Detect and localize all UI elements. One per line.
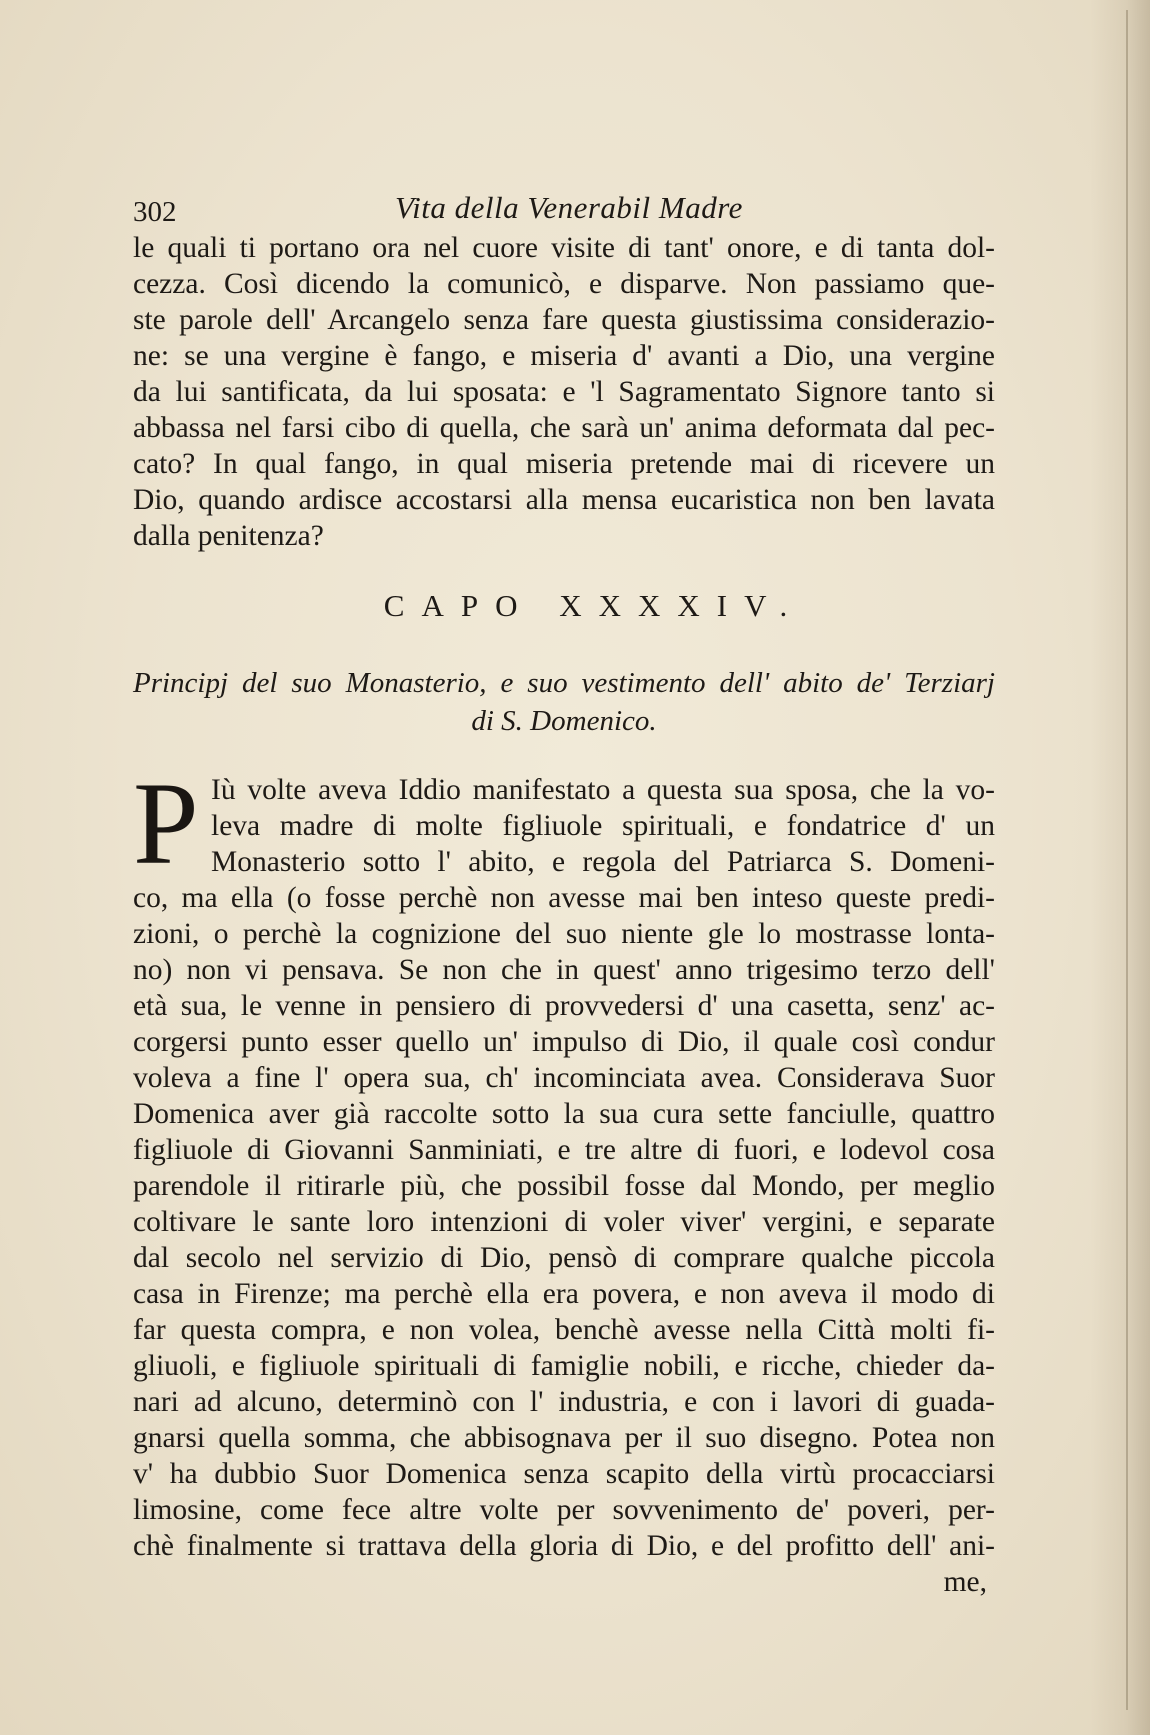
- text-line: leva madre di molte figliuole spirituali, e fondatrice d' un: [211, 810, 995, 842]
- text-line: cezza. Così dicendo la comunicò, e disparve. Non passiamo que-: [133, 268, 995, 300]
- text-line: parendole il ritirarle più, che possibil fosse dal Mondo, per meglio: [133, 1170, 995, 1202]
- page-edge-line: [1126, 10, 1128, 1710]
- chapter-title-line: di S. Domenico.: [471, 705, 657, 737]
- text-line: Domenica aver già raccolte sotto la sua cura sette fanciulle, quattro: [133, 1098, 995, 1130]
- text-line: cato? In qual fango, in qual miseria pretende mai di ricevere un: [133, 448, 995, 480]
- text-line: limosine, come fece altre volte per sovvenimento de' poveri, per-: [133, 1494, 995, 1526]
- text-line: ne: se una vergine è fango, e miseria d' avanti a Dio, una vergine: [133, 340, 995, 372]
- text-line: ste parole dell' Arcangelo senza fare questa giustissima considerazio-: [133, 304, 995, 336]
- text-line: far questa compra, e non volea, benchè avesse nella Città molti fi-: [133, 1314, 995, 1346]
- text-line: gliuoli, e figliuole spirituali di famiglie nobili, e ricche, chieder da-: [133, 1350, 995, 1382]
- page-edge-shadow: [1090, 0, 1150, 1735]
- text-line: voleva a fine l' opera sua, ch' incominciata avea. Considerava Suor: [133, 1062, 995, 1094]
- text-line: figliuole di Giovanni Sanminiati, e tre altre di fuori, e lodevol cosa: [133, 1134, 995, 1166]
- text-line: zioni, o perchè la cognizione del suo niente gle lo mostrasse lonta-: [133, 918, 995, 950]
- text-block: [133, 190, 995, 1600]
- text-line: coltivare le sante loro intenzioni di voler viver' vergini, e separate: [133, 1206, 995, 1238]
- text-line: v' ha dubbio Suor Domenica senza scapito della virtù procacciarsi: [133, 1458, 995, 1490]
- paragraph-2: [133, 758, 995, 1600]
- chapter-title: [133, 664, 995, 740]
- text-line: dal secolo nel servizio di Dio, pensò di comprare qualche piccola: [133, 1242, 995, 1274]
- text-line: co, ma ella (o fosse perchè non avesse mai ben inteso queste predi-: [133, 882, 995, 914]
- text-line: età sua, le venne in pensiero di provvedersi d' una casetta, senz' ac-: [133, 990, 995, 1022]
- text-line: nari ad alcuno, determinò con l' industria, e con i lavori di guada-: [133, 1386, 995, 1418]
- chapter-title-line: Principj del suo Monasterio, e suo vestimento dell' abito de' Terziarj: [133, 667, 995, 699]
- text-line: casa in Firenze; ma perchè ella era povera, e non aveva il modo di: [133, 1278, 995, 1310]
- running-title: Vita della Venerabil Madre: [395, 190, 743, 225]
- catchword: me,: [943, 1566, 987, 1598]
- text-line: Iù volte aveva Iddio manifestato a questa sua sposa, che la vo-: [211, 774, 995, 806]
- text-line: no) non vi pensava. Se non che in quest' anno trigesimo terzo dell': [133, 954, 995, 986]
- drop-cap-lines: [133, 758, 995, 889]
- body-lines: [133, 880, 995, 1564]
- page-number: 302: [133, 196, 177, 228]
- text-line: Monasterio sotto l' abito, e regola del Patriarca S. Domeni-: [211, 846, 995, 878]
- text-line: chè finalmente si trattava della gloria di Dio, e del profitto dell' ani-: [133, 1530, 995, 1562]
- text-line: da lui santificata, da lui sposata: e 'l Sagramentato Signore tanto si: [133, 376, 995, 408]
- drop-cap: P: [133, 758, 199, 889]
- text-line: corgersi punto esser quello un' impulso di Dio, il quale così condur: [133, 1026, 995, 1058]
- text-line: le quali ti portano ora nel cuore visite di tant' onore, e di tanta dol-: [133, 232, 995, 264]
- paragraph-1: [133, 230, 995, 554]
- text-line: Dio, quando ardisce accostarsi alla mensa eucaristica non ben lavata: [133, 484, 995, 516]
- chapter-heading: CAPO XXXXIV.: [383, 588, 805, 623]
- text-line: gnarsi quella somma, che abbisognava per il suo disegno. Potea non: [133, 1422, 995, 1454]
- text-line: abbassa nel farsi cibo di quella, che sarà un' anima deformata dal pec-: [133, 412, 995, 444]
- running-head: [133, 190, 995, 230]
- text-line: dalla penitenza?: [133, 520, 324, 552]
